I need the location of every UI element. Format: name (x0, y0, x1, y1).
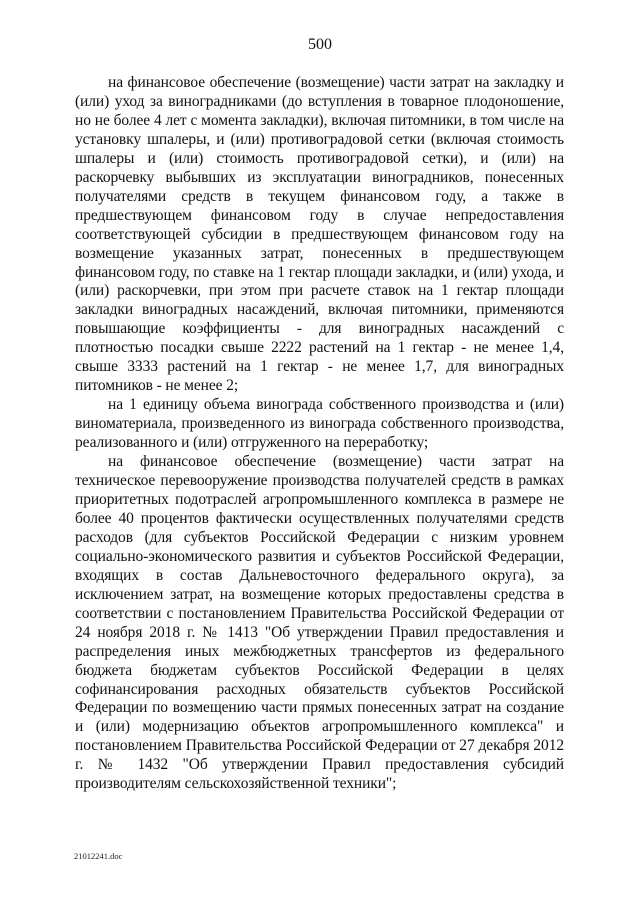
paragraph-grape-volume: на 1 единицу объема винограда собственного производства и (или) виноматериала, произведенного из винограда собственного производства, реализованного и (или) отгруженного на переработку; (75, 396, 564, 452)
document-body (75, 74, 564, 794)
paragraph-vineyard-costs: на финансовое обеспечение (возмещение) части затрат на закладку и (или) уход за виноградниками (до вступления в товарное плодоношение, но не более 4 лет с момента закладки), включая питомники, в том числе на установку шпалеры, и (или) противоградовой сетки (включая стоимость шпалеры и (или) стоимость противоградовой сетки), и (или) на раскорчевку выбывших из эксплуатации виноградников, понесенных получателями средств в текущем финансовом году, а также в предшествующем финансовом году в случае непредоставления соответствующей субсидии в предшествующем финансовом году на возмещение указанных затрат, понесенных в предшествующем финансовом году, по ставке на 1 гектар площади закладки, и (или) ухода, и (или) раскорчевки, при этом при расчете ставок на 1 гектар площади закладки виноградных насаждений, включая питомники, применяются повышающие коэффициенты - для виноградных насаждений с плотностью посадки свыше 2222 растений на 1 гектар - не менее 1,4, свыше 3333 растений на 1 гектар - не менее 1,7, для виноградных питомников - не менее 2; (75, 74, 564, 395)
paragraph-technical-reequipment: на финансовое обеспечение (возмещение) части затрат на техническое перевооружение производства получателей средств в рамках приоритетных подотраслей агропромышленного комплекса в размере не более 40 процентов фактически осуществленных получателями средств расходов (для субъектов Российской Федерации с низким уровнем социально-экономического развития и субъектов Российской Федерации, входящих в состав Дальневосточного федерального округа), за исключением затрат, на возмещение которых предоставлены средства в соответствии с постановлением Правительства Российской Федерации от 24 ноября 2018 г. № 1413 "Об утверждении Правил предоставления и распределения иных межбюджетных трансфертов из федерального бюджета бюджетам субъектов Российской Федерации в целях софинансирования расходных обязательств субъектов Российской Федерации по возмещению части прямых понесенных затрат на создание и (или) модернизацию объектов агропромышленного комплекса" и постановлением Правительства Российской Федерации от 27 декабря 2012 г. № 1432 "Об утверждении Правил предоставления субсидий производителям сельскохозяйственной техники"; (75, 453, 564, 793)
document-file-code: 21012241.doc (74, 851, 123, 861)
page-number: 500 (308, 36, 332, 53)
